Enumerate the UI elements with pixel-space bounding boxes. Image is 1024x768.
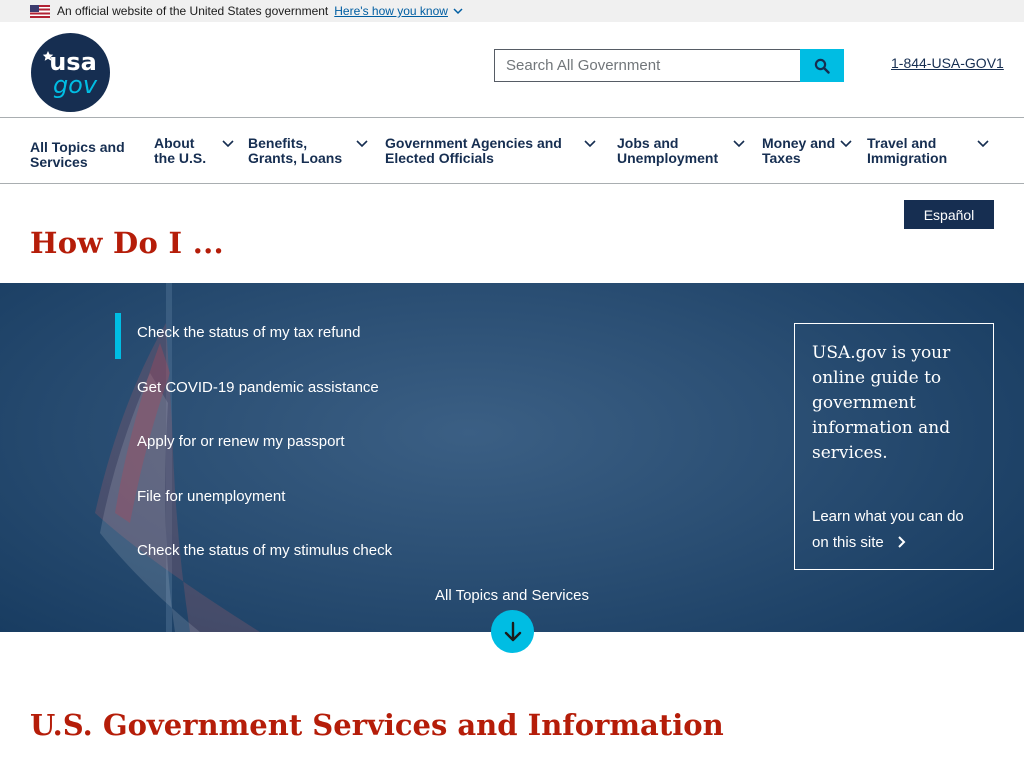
- chevron-down-icon: [453, 6, 463, 16]
- nav-label: Travel and Immigration: [867, 134, 948, 166]
- nav-item-about-us[interactable]: [154, 118, 239, 183]
- hero-link-tax-refund[interactable]: Check the status of my tax refund: [137, 324, 361, 341]
- search-form: [494, 49, 844, 82]
- heres-how-you-know-link[interactable]: [334, 4, 463, 18]
- logo-usa-text: usa: [49, 48, 97, 76]
- heres-how-you-know-label: Here's how you know: [334, 4, 448, 18]
- nav-item-benefits[interactable]: [248, 118, 373, 183]
- hero-link-covid-assistance[interactable]: Get COVID-19 pandemic assistance: [137, 379, 379, 396]
- search-icon: [814, 58, 830, 74]
- nav-label: About the U.S.: [154, 134, 207, 166]
- nav-item-all-topics[interactable]: [30, 118, 150, 183]
- nav-label: Government Agencies and Elected Officials: [385, 134, 562, 166]
- phone-link[interactable]: 1-844-USA-GOV1: [891, 55, 1004, 71]
- main-navigation: [0, 117, 1024, 184]
- nav-item-money-taxes[interactable]: [762, 118, 857, 183]
- site-header: [0, 22, 1024, 118]
- how-do-i-heading: How Do I ...: [30, 226, 224, 260]
- chevron-right-icon: [896, 536, 908, 548]
- services-heading: U.S. Government Services and Information: [30, 708, 724, 742]
- logo-gov-text: gov: [52, 71, 98, 99]
- hero-link-passport[interactable]: Apply for or renew my passport: [137, 433, 345, 450]
- chevron-down-icon: [977, 139, 989, 149]
- search-input[interactable]: [494, 49, 800, 82]
- chevron-down-icon: [840, 139, 852, 149]
- hero-link-unemployment[interactable]: File for unemployment: [137, 488, 286, 505]
- nav-label: Jobs and Unemployment: [617, 134, 719, 166]
- learn-more-label: Learn what you can do on this site: [812, 508, 964, 551]
- about-usagov-box: [794, 323, 994, 570]
- espanol-language-button[interactable]: Español: [904, 200, 994, 229]
- active-link-indicator: [115, 313, 121, 359]
- chevron-down-icon: [222, 139, 234, 149]
- nav-label: Money and Taxes: [762, 134, 836, 166]
- nav-item-jobs[interactable]: [617, 118, 750, 183]
- arrow-down-icon: [503, 621, 523, 643]
- nav-item-travel[interactable]: [867, 118, 994, 183]
- chevron-down-icon: [356, 139, 368, 149]
- all-topics-link[interactable]: All Topics and Services: [435, 587, 589, 604]
- official-government-banner: [0, 0, 1024, 22]
- scroll-down-button[interactable]: [491, 610, 534, 653]
- chevron-down-icon: [733, 139, 745, 149]
- nav-label: All Topics and Services: [30, 138, 125, 170]
- search-button[interactable]: [800, 49, 844, 82]
- hero-section: [0, 283, 1024, 632]
- chevron-down-icon: [584, 139, 596, 149]
- usagov-logo[interactable]: [31, 33, 110, 112]
- nav-item-government-agencies[interactable]: [385, 118, 600, 183]
- learn-more-link[interactable]: [812, 504, 976, 556]
- official-banner-text: An official website of the United States government: [57, 4, 329, 18]
- hero-link-stimulus-check[interactable]: Check the status of my stimulus check: [137, 542, 393, 559]
- nav-label: Benefits, Grants, Loans: [248, 134, 343, 166]
- about-usagov-heading: USA.gov is your online guide to government information and services.: [812, 343, 951, 463]
- us-flag-icon: [30, 5, 50, 18]
- usagov-logo-graphic: [31, 33, 110, 112]
